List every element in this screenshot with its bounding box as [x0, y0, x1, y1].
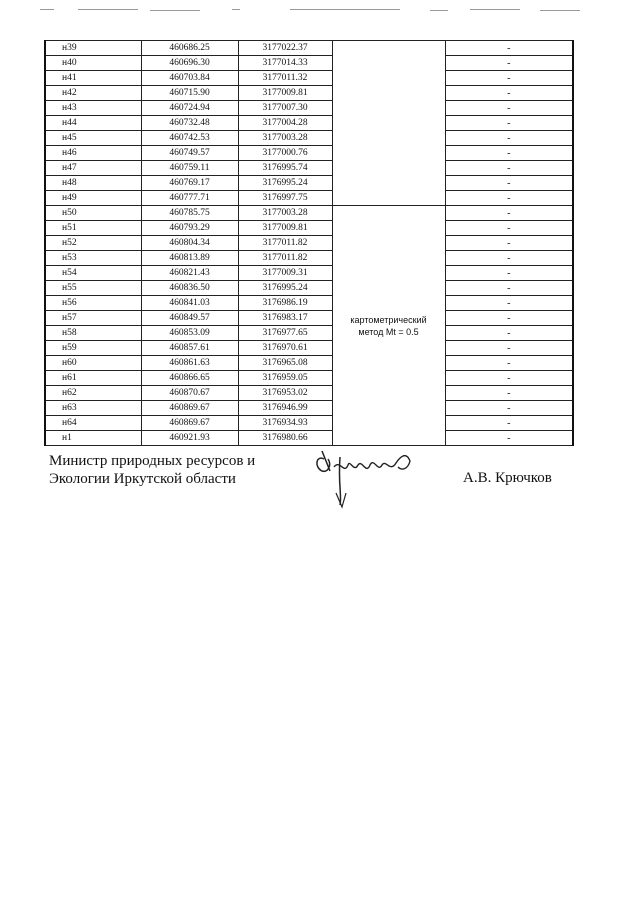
point-name-cell: н41 — [45, 71, 141, 86]
x-coordinate-cell: 460849.57 — [141, 311, 238, 326]
method-line2: метод Mt = 0.5 — [358, 326, 419, 337]
y-coordinate-cell: 3177011.32 — [238, 71, 332, 86]
coordinates-table-body — [45, 41, 573, 446]
x-coordinate-cell: 460869.67 — [141, 401, 238, 416]
table-row — [45, 326, 573, 341]
note-cell: - — [445, 191, 573, 206]
y-coordinate-cell: 3176995.24 — [238, 176, 332, 191]
table-row — [45, 416, 573, 431]
point-name-cell: н40 — [45, 56, 141, 71]
table-row — [45, 266, 573, 281]
x-coordinate-cell: 460861.63 — [141, 356, 238, 371]
scan-speck — [40, 9, 54, 10]
table-row — [45, 41, 573, 56]
method-line1: картометрический — [350, 314, 427, 325]
note-cell: - — [445, 56, 573, 71]
table-row — [45, 341, 573, 356]
scan-speck — [540, 10, 580, 11]
y-coordinate-cell: 3176959.05 — [238, 371, 332, 386]
x-coordinate-cell: 460866.65 — [141, 371, 238, 386]
point-name-cell: н55 — [45, 281, 141, 296]
scan-speck — [78, 9, 138, 10]
table-row — [45, 281, 573, 296]
x-coordinate-cell: 460742.53 — [141, 131, 238, 146]
point-name-cell: н44 — [45, 116, 141, 131]
point-name-cell: н64 — [45, 416, 141, 431]
y-coordinate-cell: 3176965.08 — [238, 356, 332, 371]
x-coordinate-cell: 460703.84 — [141, 71, 238, 86]
table-row — [45, 371, 573, 386]
table-row — [45, 386, 573, 401]
y-coordinate-cell: 3177009.81 — [238, 221, 332, 236]
note-cell: - — [445, 86, 573, 101]
table-row — [45, 116, 573, 131]
table-row — [45, 236, 573, 251]
table-row — [45, 356, 573, 371]
table-row — [45, 86, 573, 101]
y-coordinate-cell: 3176946.99 — [238, 401, 332, 416]
x-coordinate-cell: 460841.03 — [141, 296, 238, 311]
table-row — [45, 206, 573, 221]
x-coordinate-cell: 460836.50 — [141, 281, 238, 296]
handwritten-signature — [310, 445, 430, 515]
y-coordinate-cell: 3176995.74 — [238, 161, 332, 176]
note-cell: - — [445, 251, 573, 266]
point-name-cell: н42 — [45, 86, 141, 101]
y-coordinate-cell: 3177011.82 — [238, 236, 332, 251]
coordinates-table — [44, 40, 574, 446]
x-coordinate-cell: 460869.67 — [141, 416, 238, 431]
scan-speck — [290, 9, 400, 10]
note-cell: - — [445, 131, 573, 146]
coordinates-table-wrapper — [44, 40, 572, 446]
table-row — [45, 401, 573, 416]
x-coordinate-cell: 460921.93 — [141, 431, 238, 446]
y-coordinate-cell: 3177004.28 — [238, 116, 332, 131]
point-name-cell: н57 — [45, 311, 141, 326]
table-row — [45, 191, 573, 206]
x-coordinate-cell: 460686.25 — [141, 41, 238, 56]
x-coordinate-cell: 460821.43 — [141, 266, 238, 281]
y-coordinate-cell: 3177009.31 — [238, 266, 332, 281]
point-name-cell: н43 — [45, 101, 141, 116]
point-name-cell: н1 — [45, 431, 141, 446]
signer-name: А.В. Крючков — [463, 470, 552, 486]
method-cell — [332, 206, 445, 446]
y-coordinate-cell: 3177007.30 — [238, 101, 332, 116]
y-coordinate-cell: 3177003.28 — [238, 206, 332, 221]
point-name-cell: н63 — [45, 401, 141, 416]
y-coordinate-cell: 3177014.33 — [238, 56, 332, 71]
y-coordinate-cell: 3177022.37 — [238, 41, 332, 56]
point-name-cell: н60 — [45, 356, 141, 371]
x-coordinate-cell: 460777.71 — [141, 191, 238, 206]
signature-title-line2: Экологии Иркутской области — [49, 471, 236, 487]
y-coordinate-cell: 3176934.93 — [238, 416, 332, 431]
note-cell: - — [445, 116, 573, 131]
point-name-cell: н51 — [45, 221, 141, 236]
note-cell: - — [445, 401, 573, 416]
scan-speck — [232, 9, 240, 10]
table-row — [45, 56, 573, 71]
table-row — [45, 251, 573, 266]
note-cell: - — [445, 176, 573, 191]
signature-title-block — [49, 452, 255, 488]
note-cell: - — [445, 71, 573, 86]
y-coordinate-cell: 3176977.65 — [238, 326, 332, 341]
point-name-cell: н61 — [45, 371, 141, 386]
note-cell: - — [445, 326, 573, 341]
table-row — [45, 311, 573, 326]
x-coordinate-cell: 460785.75 — [141, 206, 238, 221]
method-cell-empty — [332, 41, 445, 206]
x-coordinate-cell: 460724.94 — [141, 101, 238, 116]
x-coordinate-cell: 460857.61 — [141, 341, 238, 356]
note-cell: - — [445, 266, 573, 281]
point-name-cell: н62 — [45, 386, 141, 401]
point-name-cell: н56 — [45, 296, 141, 311]
y-coordinate-cell: 3177000.76 — [238, 146, 332, 161]
table-row — [45, 101, 573, 116]
y-coordinate-cell: 3177011.82 — [238, 251, 332, 266]
note-cell: - — [445, 296, 573, 311]
table-row — [45, 296, 573, 311]
x-coordinate-cell: 460813.89 — [141, 251, 238, 266]
note-cell: - — [445, 221, 573, 236]
scan-noise — [0, 0, 640, 20]
y-coordinate-cell: 3176986.19 — [238, 296, 332, 311]
x-coordinate-cell: 460853.09 — [141, 326, 238, 341]
table-row — [45, 131, 573, 146]
note-cell: - — [445, 431, 573, 446]
x-coordinate-cell: 460793.29 — [141, 221, 238, 236]
note-cell: - — [445, 236, 573, 251]
y-coordinate-cell: 3176980.66 — [238, 431, 332, 446]
scan-speck — [430, 10, 448, 11]
point-name-cell: н45 — [45, 131, 141, 146]
y-coordinate-cell: 3176995.24 — [238, 281, 332, 296]
x-coordinate-cell: 460759.11 — [141, 161, 238, 176]
note-cell: - — [445, 356, 573, 371]
x-coordinate-cell: 460870.67 — [141, 386, 238, 401]
note-cell: - — [445, 386, 573, 401]
y-coordinate-cell: 3176997.75 — [238, 191, 332, 206]
note-cell: - — [445, 41, 573, 56]
x-coordinate-cell: 460804.34 — [141, 236, 238, 251]
table-row — [45, 431, 573, 446]
point-name-cell: н58 — [45, 326, 141, 341]
x-coordinate-cell: 460715.90 — [141, 86, 238, 101]
x-coordinate-cell: 460696.30 — [141, 56, 238, 71]
table-row — [45, 146, 573, 161]
table-row — [45, 161, 573, 176]
point-name-cell: н53 — [45, 251, 141, 266]
scan-speck — [470, 9, 520, 10]
x-coordinate-cell: 460769.17 — [141, 176, 238, 191]
point-name-cell: н39 — [45, 41, 141, 56]
note-cell: - — [445, 341, 573, 356]
point-name-cell: н48 — [45, 176, 141, 191]
scan-speck — [150, 10, 200, 11]
y-coordinate-cell: 3176953.02 — [238, 386, 332, 401]
point-name-cell: н52 — [45, 236, 141, 251]
note-cell: - — [445, 146, 573, 161]
point-name-cell: н49 — [45, 191, 141, 206]
signature-title-line1: Министр природных ресурсов и — [49, 453, 256, 469]
note-cell: - — [445, 161, 573, 176]
note-cell: - — [445, 371, 573, 386]
table-row — [45, 176, 573, 191]
point-name-cell: н47 — [45, 161, 141, 176]
note-cell: - — [445, 206, 573, 221]
point-name-cell: н46 — [45, 146, 141, 161]
y-coordinate-cell: 3177009.81 — [238, 86, 332, 101]
point-name-cell: н59 — [45, 341, 141, 356]
note-cell: - — [445, 311, 573, 326]
note-cell: - — [445, 281, 573, 296]
note-cell: - — [445, 101, 573, 116]
y-coordinate-cell: 3176983.17 — [238, 311, 332, 326]
note-cell: - — [445, 416, 573, 431]
table-row — [45, 221, 573, 236]
table-row — [45, 71, 573, 86]
point-name-cell: н54 — [45, 266, 141, 281]
y-coordinate-cell: 3176970.61 — [238, 341, 332, 356]
y-coordinate-cell: 3177003.28 — [238, 131, 332, 146]
x-coordinate-cell: 460749.57 — [141, 146, 238, 161]
point-name-cell: н50 — [45, 206, 141, 221]
x-coordinate-cell: 460732.48 — [141, 116, 238, 131]
